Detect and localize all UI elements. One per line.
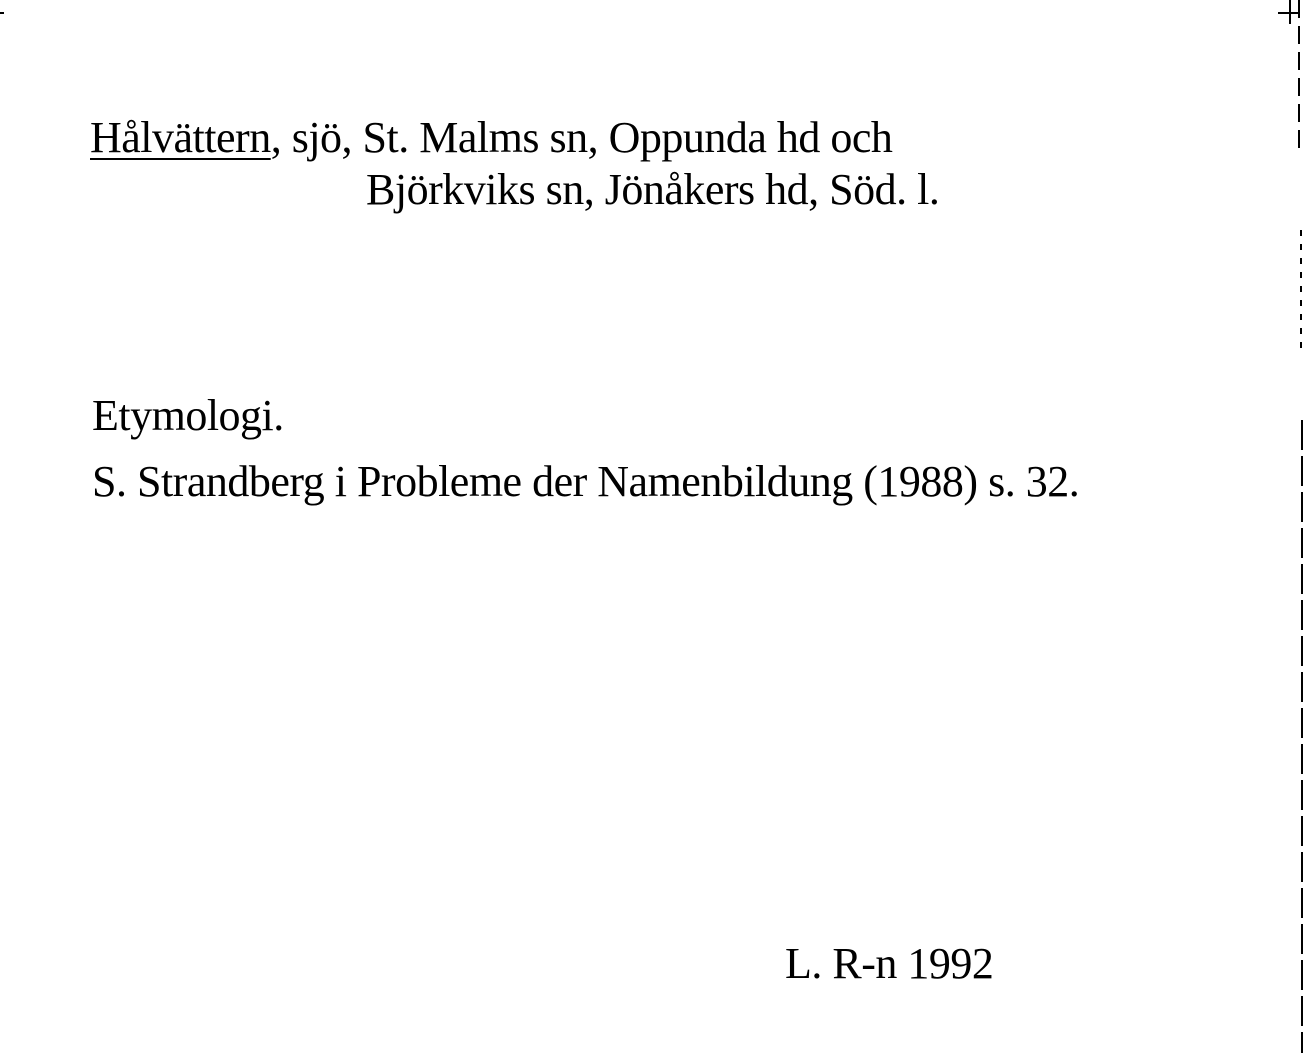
scan-border-right-middle (1300, 230, 1302, 350)
author-signature: L. R-n 1992 (785, 939, 994, 988)
crop-mark-vertical (1289, 0, 1291, 24)
etymology-reference: S. Strandberg i Probleme der Namenbildung (1988) s. 32. (92, 457, 1080, 506)
scan-border-right-bottom (1301, 420, 1303, 1053)
scan-edge-mark (0, 12, 4, 14)
headword: Hålvättern (90, 113, 271, 162)
entry-line-1 (90, 113, 893, 162)
etymology-heading: Etymologi. (92, 391, 284, 440)
entry-line-2: Björkviks sn, Jönåkers hd, Söd. l. (366, 165, 940, 214)
scan-border-right-top (1298, 0, 1300, 150)
entry-location-part-1: , sjö, St. Malms sn, Oppunda hd och (270, 113, 893, 162)
